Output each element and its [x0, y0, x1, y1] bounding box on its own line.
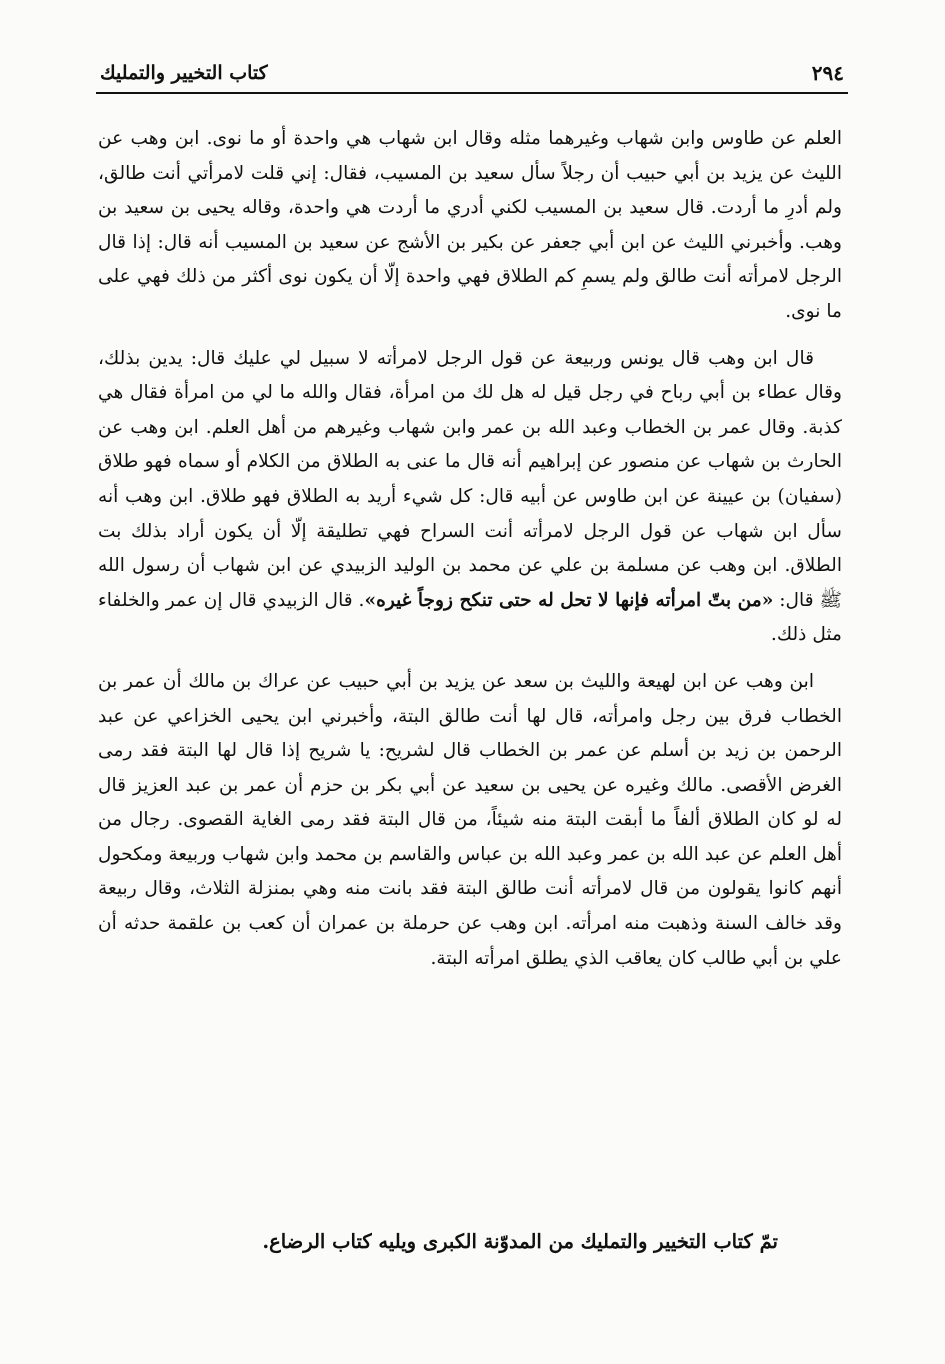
page-header — [96, 58, 848, 94]
page-number: ٢٩٤ — [811, 61, 844, 85]
paragraph-2 — [98, 342, 842, 653]
paragraph-2-tail: . قال الزبيدي قال إن عمر والخلفاء مثل ذلك. — [98, 589, 842, 646]
hadith-quote: «من بتّ امرأته فإنها لا تحل له حتى تنكح زوجاً غيره» — [364, 589, 774, 611]
closing-note: تمّ كتاب التخيير والتمليك من المدوّنة الكبرى ويليه كتاب الرضاع. — [262, 1230, 778, 1253]
running-title: كتاب التخيير والتمليك — [100, 62, 268, 84]
paragraph-1: العلم عن طاوس وابن شهاب وغيرهما مثله وقال ابن شهاب هي واحدة أو ما نوى. ابن وهب عن الليث عن يزيد بن أبي حبيب أن رجلاً سأل سعيد بن المسيب، فقال: إني قلت لامرأتي أنت طالق، ولم أدرِ ما أردت. قال سعيد بن المسيب لكني أدري ما أردت هي واحدة، وقاله يحيى بن سعيد بن وهب. وأخبرني الليث عن ابن أبي جعفر عن بكير بن الأشج عن سعيد بن المسيب أنه قال: إذا قال الرجل لامرأته أنت طالق ولم يسمِ كم الطلاق فهي واحدة إلّا أن يكون نوى أكثر من ذلك فهي على ما نوى. — [98, 128, 842, 322]
paragraph-2-text: قال ابن وهب قال يونس وربيعة عن قول الرجل لامرأته لا سبيل لي عليك قال: يدين بذلك، وقال عطاء بن أبي رباح في رجل قيل له هل لك من امرأة، فقال والله ما لي من امرأة فقال هي كذبة. وقال عمر بن الخطاب وعبد الله بن عمر وابن شهاب وغيرهم من أهل العلم. ابن وهب عن الحارث بن شهاب عن منصور عن إبراهيم أنه قال ما عنى به الطلاق من الكلام أو سماه فهو طلاق (سفيان) بن عيينة عن ابن طاوس عن أبيه قال: كل شيء أريد به الطلاق فهو طلاق. ابن وهب أنه سأل ابن شهاب عن قول الرجل لامرأته أنت السراح فهي تطليقة إلّا أن يكون أراد بذلك بت الطلاق. ابن وهب عن مسلمة بن علي عن محمد بن الوليد الزبيدي عن ابن شهاب أن رسول الله ﷺ قال: — [98, 347, 842, 611]
paragraph-3: ابن وهب عن ابن لهيعة والليث بن سعد عن يزيد بن أبي حبيب عن عراك بن مالك أن عمر بن الخطاب فرق بين رجل وامرأته، قال لها أنت طالق البتة، وأخبرني ابن يحيى الخزاعي عن عبد الرحمن بن زيد بن أسلم عن عمر بن الخطاب قال لشريح: يا شريح إذا قال لها البتة فقد رمى الغرض الأقصى. مالك وغيره عن يحيى بن سعيد عن أبي بكر بن حزم أن عمر بن عبد العزيز قال له لو كان الطلاق ألفاً ما أبقت البتة منه شيئاً، من قال البتة فقد رمى الغاية القصوى. رجال من أهل العلم عن عبد الله بن عمر وعبد الله بن عباس والقاسم بن محمد وابن شهاب وربيعة ومكحول أنهم كانوا يقولون من قال لامرأته أنت طالق البتة فقد بانت منه وهي بمنزلة الثلاث، وقال ربيعة وقد خالف السنة وذهبت منه امرأته. ابن وهب عن حرملة بن عمران أن كعب بن علقمة حدثه أن علي بن أبي طالب كان يعاقب الذي يطلق امرأته البتة. — [98, 670, 842, 969]
main-text — [98, 122, 842, 976]
